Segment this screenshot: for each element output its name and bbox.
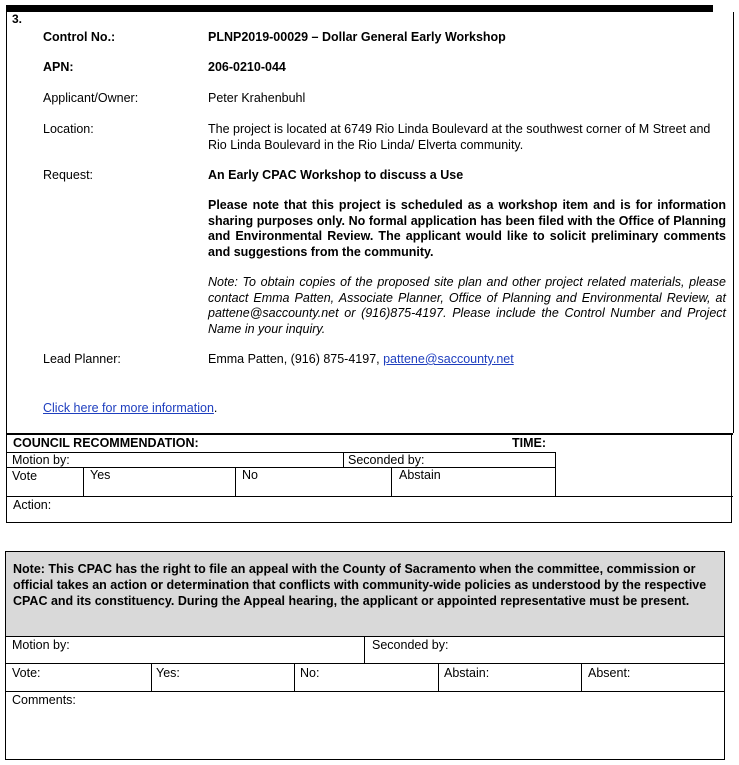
rule <box>581 663 582 691</box>
rule <box>294 663 295 691</box>
council-seconded-by: Seconded by: <box>348 453 425 467</box>
request-title: An Early CPAC Workshop to discuss a Use <box>208 168 464 182</box>
rule <box>7 496 733 497</box>
appeal-comments: Comments: <box>12 693 76 707</box>
council-vote: Vote <box>12 469 38 483</box>
control-value: PLNP2019-00029 – Dollar General Early Workshop <box>208 30 506 44</box>
rule <box>555 452 556 496</box>
rule <box>364 636 365 663</box>
rule <box>6 663 724 664</box>
apn-label: APN: <box>43 60 74 74</box>
appeal-seconded-by: Seconded by: <box>372 638 449 652</box>
council-abstain: Abstain <box>399 468 441 482</box>
more-info <box>43 401 217 415</box>
rule <box>438 663 439 691</box>
council-no: No <box>242 468 258 482</box>
appeal-absent: Absent: <box>588 666 631 680</box>
rule <box>235 467 236 496</box>
more-info-link[interactable]: Click here for more information <box>43 401 214 415</box>
appeal-no: No: <box>300 666 320 680</box>
location-label: Location: <box>43 122 94 136</box>
appeal-note: Note: This CPAC has the right to file an appeal with the County of Sacramento when the committee, commission or official takes an action or determination that conflicts with community-wide policies as understood by the respective CPAC and its constituency. During the Appeal hearing, the applicant or appointed representative must be present. <box>5 551 725 637</box>
request-label: Request: <box>43 168 94 182</box>
rule <box>83 467 84 496</box>
appeal-motion-by: Motion by: <box>12 638 70 652</box>
lead-planner-label: Lead Planner: <box>43 352 121 366</box>
appeal-table <box>5 636 725 760</box>
rule <box>391 467 392 496</box>
location-value: The project is located at 6749 Rio Linda Boulevard at the southwest corner of M Street and Rio Linda Boulevard in the Rio Linda/ Elverta community. <box>208 122 711 152</box>
applicant-value: Peter Krahenbuhl <box>208 91 306 105</box>
council-yes: Yes <box>90 468 111 482</box>
planner-email-link[interactable]: pattene@saccounty.net <box>383 352 514 366</box>
more-info-period: . <box>213 401 218 415</box>
council-heading: COUNCIL RECOMMENDATION: <box>13 436 199 450</box>
lead-planner-text: Emma Patten, (916) 875-4197, <box>208 352 384 366</box>
rule <box>7 452 555 453</box>
rule <box>6 691 724 692</box>
applicant-label: Applicant/Owner: <box>43 91 139 105</box>
council-motion-by: Motion by: <box>12 453 70 467</box>
council-table <box>6 435 732 523</box>
control-label: Control No.: <box>43 30 116 44</box>
request-note: Note: To obtain copies of the proposed site plan and other project related materials, please contact Emma Patten, Associate Planner, Office of Planning and Environmental Review, at pattene@saccounty.net or (916)875-4197. Please include the Control Number and Project Name in your inquiry. <box>208 275 726 336</box>
rule <box>343 452 344 468</box>
rule <box>151 663 152 691</box>
item-number: 3. <box>12 12 23 26</box>
top-rule <box>6 5 713 12</box>
request-notice: Please note that this project is scheduled as a workshop item and is for information sharing purposes only. No formal application has been filed with the Office of Planning and Environmental Review. The applicant would like to solicit preliminary comments and suggestions from the community. <box>208 198 726 259</box>
lead-planner-value <box>208 352 726 368</box>
appeal-abstain: Abstain: <box>444 666 490 680</box>
appeal-yes: Yes: <box>156 666 180 680</box>
council-action: Action: <box>13 498 52 512</box>
time-label: TIME: <box>512 436 547 450</box>
apn-value: 206-0210-044 <box>208 60 286 74</box>
appeal-vote: Vote: <box>12 666 41 680</box>
